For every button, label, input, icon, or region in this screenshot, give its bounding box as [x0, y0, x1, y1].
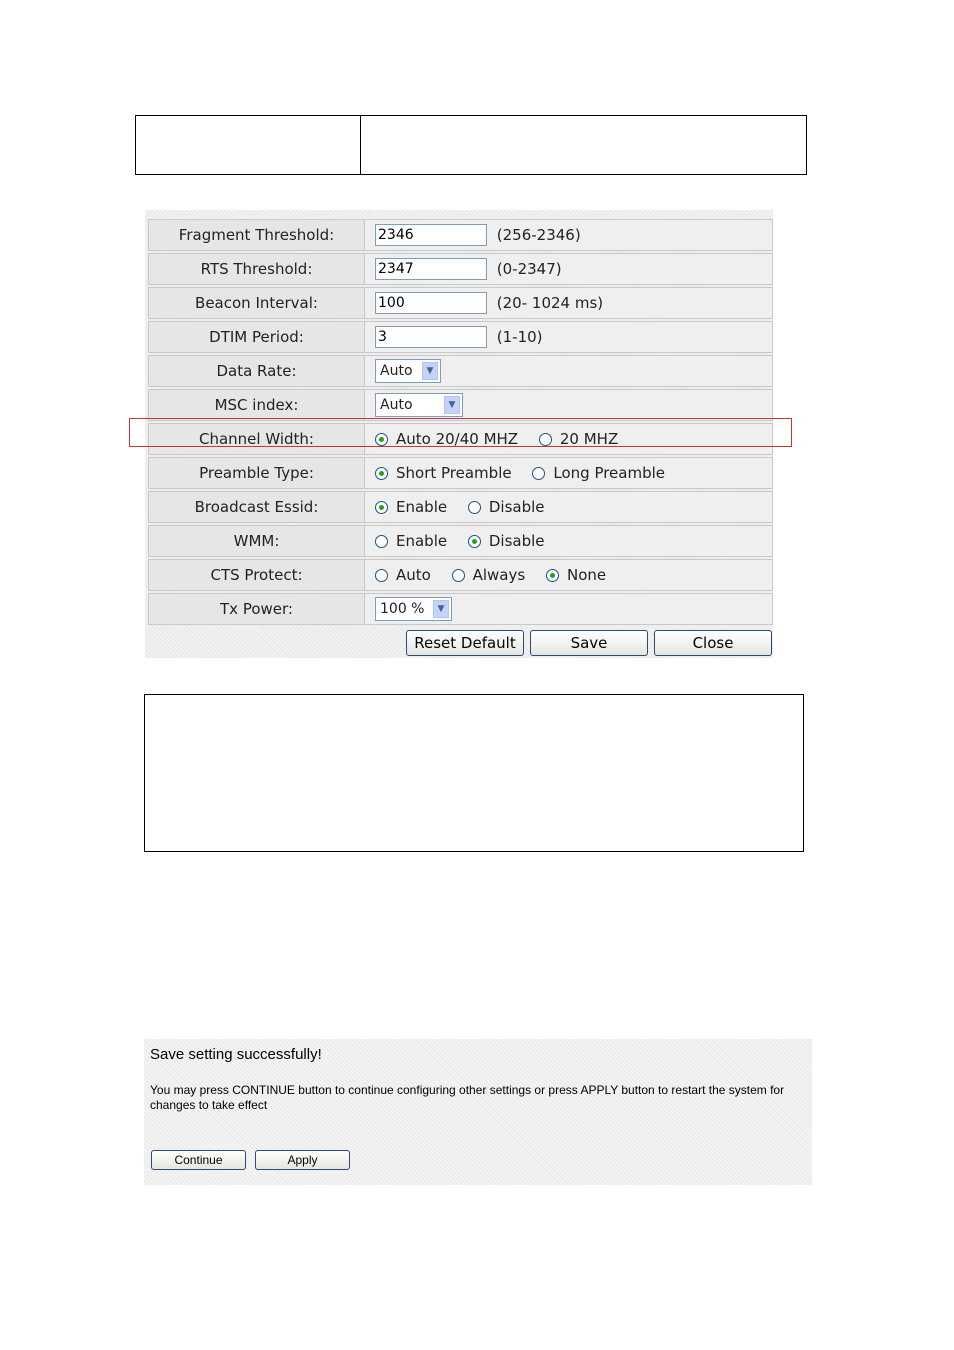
beacon-interval-input[interactable] [375, 292, 487, 314]
preamble-radio-long[interactable] [532, 467, 545, 480]
cts-protect-radio-always[interactable] [452, 569, 465, 582]
empty-table-cell-right [361, 116, 806, 174]
msc-index-select[interactable] [375, 393, 463, 417]
row-data-rate [148, 355, 773, 387]
rts-threshold-input[interactable] [375, 258, 487, 280]
chevron-down-icon[interactable]: ▼ [444, 396, 460, 414]
wmm-radio-disable[interactable] [468, 535, 481, 548]
row-broadcast-essid [148, 491, 773, 523]
chevron-down-icon[interactable]: ▼ [433, 600, 449, 618]
row-channel-width [148, 423, 773, 455]
broadcast-essid-radio-disable[interactable] [468, 501, 481, 514]
cts-protect-option-auto: Auto [396, 566, 431, 585]
settings-table [148, 217, 773, 627]
row-tx-power [148, 593, 773, 625]
broadcast-essid-option-enable: Enable [396, 498, 448, 517]
beacon-interval-hint: (20- 1024 ms) [496, 294, 604, 312]
dtim-period-label: DTIM Period: [148, 321, 365, 353]
preamble-option-short: Short Preamble [396, 464, 512, 483]
row-dtim-period [148, 321, 773, 353]
channel-width-label: Channel Width: [148, 423, 365, 455]
wmm-radio-enable[interactable] [375, 535, 388, 548]
reset-default-button[interactable]: Reset Default [406, 630, 524, 656]
wmm-option-disable: Disable [488, 532, 545, 551]
cts-protect-option-always: Always [472, 566, 526, 585]
cts-protect-radio-none[interactable] [546, 569, 559, 582]
advanced-settings-panel [145, 210, 773, 658]
empty-table-cell-left [136, 116, 361, 174]
row-wmm [148, 525, 773, 557]
save-button[interactable]: Save [530, 630, 648, 656]
save-success-message: You may press CONTINUE button to continue configuring other settings or press APPLY button to restart the system for changes to take effect [150, 1083, 785, 1112]
channel-width-option-20mhz: 20 MHZ [559, 430, 619, 449]
tx-power-selected: 100 % [380, 601, 425, 617]
save-dialog-buttons [151, 1150, 350, 1170]
rts-threshold-hint: (0-2347) [496, 260, 562, 278]
tx-power-select[interactable] [375, 597, 452, 621]
beacon-interval-label: Beacon Interval: [148, 287, 365, 319]
row-rts-threshold [148, 253, 773, 285]
row-cts-protect [148, 559, 773, 591]
broadcast-essid-radio-enable[interactable] [375, 501, 388, 514]
wmm-option-enable: Enable [396, 532, 448, 551]
channel-width-radio-auto[interactable] [375, 433, 388, 446]
preamble-radio-short[interactable] [375, 467, 388, 480]
broadcast-essid-option-disable: Disable [488, 498, 545, 517]
channel-width-radio-20mhz[interactable] [539, 433, 552, 446]
fragment-threshold-input[interactable] [375, 224, 487, 246]
cts-protect-radio-auto[interactable] [375, 569, 388, 582]
close-button[interactable]: Close [654, 630, 772, 656]
broadcast-essid-label: Broadcast Essid: [148, 491, 365, 523]
save-success-title: Save setting successfully! [150, 1046, 322, 1063]
panel-button-bar [406, 630, 772, 656]
empty-note-box [144, 694, 804, 852]
row-msc-index [148, 389, 773, 421]
dtim-period-input[interactable] [375, 326, 487, 348]
data-rate-selected: Auto [380, 363, 413, 379]
data-rate-select[interactable] [375, 359, 441, 383]
apply-button[interactable]: Apply [255, 1150, 350, 1170]
chevron-down-icon[interactable]: ▼ [422, 362, 438, 380]
row-fragment-threshold [148, 219, 773, 251]
empty-description-table [135, 115, 807, 175]
cts-protect-label: CTS Protect: [148, 559, 365, 591]
channel-width-option-auto: Auto 20/40 MHZ [396, 430, 519, 449]
msc-index-selected: Auto [380, 397, 413, 413]
preamble-option-long: Long Preamble [553, 464, 666, 483]
tx-power-label: Tx Power: [148, 593, 365, 625]
row-beacon-interval [148, 287, 773, 319]
cts-protect-option-none: None [566, 566, 607, 585]
fragment-threshold-hint: (256-2346) [496, 226, 581, 244]
msc-index-label: MSC index: [148, 389, 365, 421]
save-success-panel [144, 1039, 812, 1185]
rts-threshold-label: RTS Threshold: [148, 253, 365, 285]
preamble-type-label: Preamble Type: [148, 457, 365, 489]
row-preamble-type [148, 457, 773, 489]
data-rate-label: Data Rate: [148, 355, 365, 387]
dtim-period-hint: (1-10) [496, 328, 543, 346]
continue-button[interactable]: Continue [151, 1150, 246, 1170]
fragment-threshold-label: Fragment Threshold: [148, 219, 365, 251]
wmm-label: WMM: [148, 525, 365, 557]
